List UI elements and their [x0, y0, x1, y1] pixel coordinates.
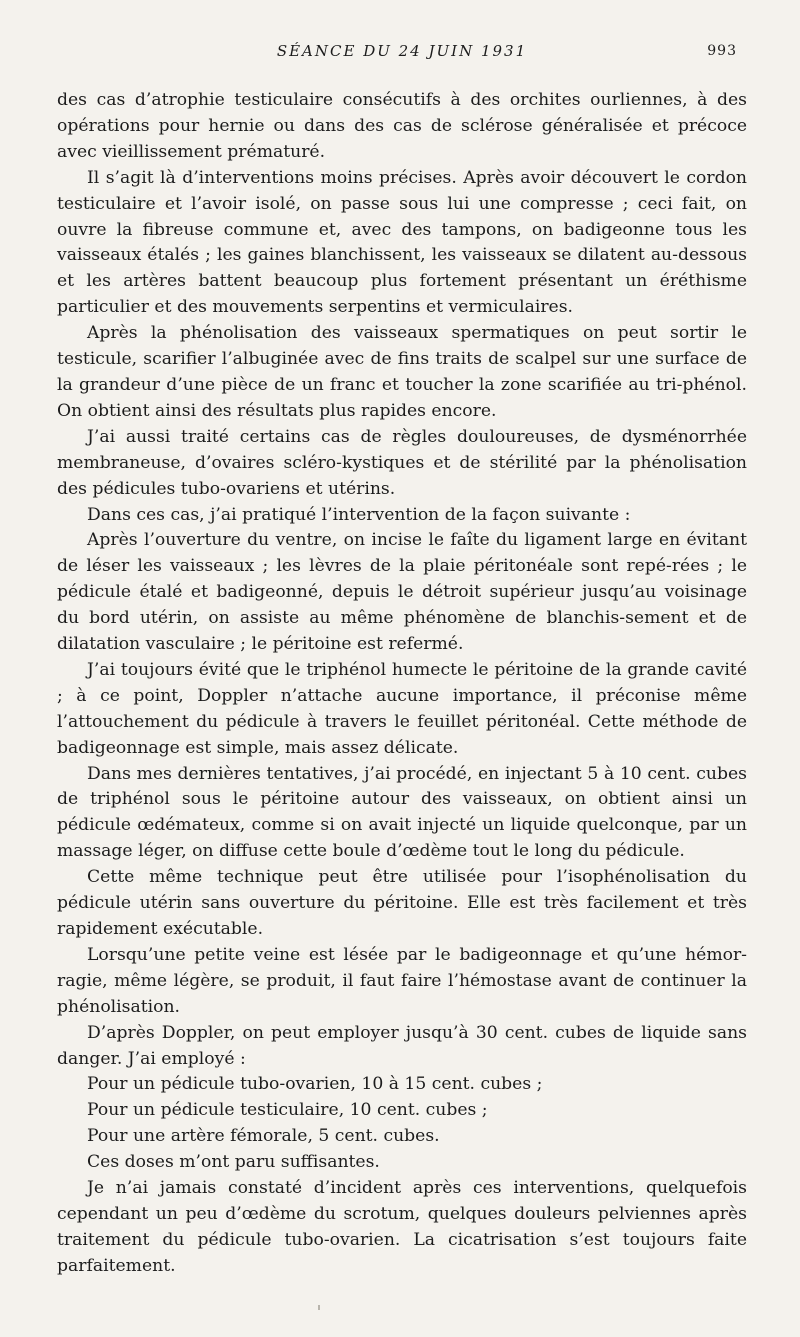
running-title: SÉANCE DU 24 JUIN 1931	[276, 42, 528, 60]
paragraph-8: Dans mes dernières tentatives, j’ai procédé, en injectant 5 à 10 cent. cubes de triphénol sous le péritoine autour des vaisseaux, on obtient ainsi un pédicule œdémateux, comme si on avait injecté un liquide quelconque, par un massage léger, on diffuse cette boule d’œdème tout le long du pédicule.	[57, 763, 747, 862]
paragraph-9: Cette même technique peut être utilisée pour l’isophénolisation du pédicule utérin sans ouverture du péritoine. Elle est très facilement et très rapidement exécutable.	[57, 867, 747, 939]
paragraph-7: J’ai toujours évité que le triphénol humecte le péritoine de la grande cavité ; à ce point, Doppler n’attache aucune importance, il préconise même l’attouchement du pédicule à travers le feuillet péritonéal. Cette méthode de badigeonnage est simple, mais assez délicate.	[57, 659, 747, 758]
paragraph-2: Il s’agit là d’interventions moins précises. Après avoir découvert le cordon testiculaire et l’avoir isolé, on passe sous lui une compresse ; ceci fait, on ouvre la fibreuse commune et, avec des tampons, on badigeonne tous les vaisseaux étalés ; les gaines blanchissent, les vaisseaux se dilatent au-dessous et les artères battent beaucoup plus fortement présentant un éréthisme particulier et des mouvements serpentins et vermiculaires.	[57, 167, 747, 318]
paragraph-5: Dans ces cas, j’ai pratiqué l’intervention de la façon suivante :	[87, 504, 631, 525]
list-line-1: Pour un pédicule tubo-ovarien, 10 à 15 cent. cubes ;	[87, 1074, 543, 1095]
paragraph-13: Je n’ai jamais constaté d’incident après ces interventions, quelquefois cependant un peu d’œdème du scrotum, quelques douleurs pelviennes après traitement du pédicule tubo-ovarien. La cicatrisation s’est toujours faite parfaitement.	[57, 1178, 747, 1276]
paragraph-12: Ces doses m’ont paru suffisantes.	[87, 1152, 380, 1173]
paragraph-6: Après l’ouverture du ventre, on incise le faîte du ligament large en évitant de léser les vaisseaux ; les lèvres de la plaie péritonéale sont repé-rées ; le pédicule étalé et badigeonné, depuis le détroit supérieur jusqu’au voisinage du bord utérin, on assiste au même phénomène de blanchis-sement et de dilatation vasculaire ; le péritoine est refermé.	[57, 530, 747, 655]
page-number: 993	[707, 43, 737, 59]
body-text	[57, 88, 747, 1280]
running-head	[57, 42, 747, 64]
paragraph-11: D’après Doppler, on peut employer jusqu’à 30 cent. cubes de liquide sans danger. J’ai employé :	[57, 1022, 747, 1069]
list-line-2: Pour un pédicule testiculaire, 10 cent. cubes ;	[87, 1100, 488, 1121]
paragraph-1: des cas d’atrophie testiculaire consécutifs à des orchites ourliennes, à des opérations pour hernie ou dans des cas de sclérose généralisée et précoce avec vieillissement prématuré.	[57, 90, 747, 162]
paragraph-4: J’ai aussi traité certains cas de règles douloureuses, de dysménorrhée membraneuse, d’ovaires scléro-kystiques et de stérilité par la phénolisation des pédicules tubo-ovariens et utérins.	[57, 426, 747, 499]
paragraph-10: Lorsqu’une petite veine est lésée par le badigeonnage et qu’une hémor-ragie, même légère, se produit, il faut faire l’hémostase avant de continuer la phénolisation.	[57, 944, 747, 1017]
paper-speck	[318, 1305, 320, 1310]
list-line-3: Pour une artère fémorale, 5 cent. cubes.	[87, 1126, 440, 1147]
paragraph-3: Après la phénolisation des vaisseaux spermatiques on peut sortir le testicule, scarifier l’albuginée avec de fins traits de scalpel sur une surface de la grandeur d’une pièce de un franc et toucher la zone scarifiée au tri-phénol. On obtient ainsi des résultats plus rapides encore.	[57, 323, 747, 421]
